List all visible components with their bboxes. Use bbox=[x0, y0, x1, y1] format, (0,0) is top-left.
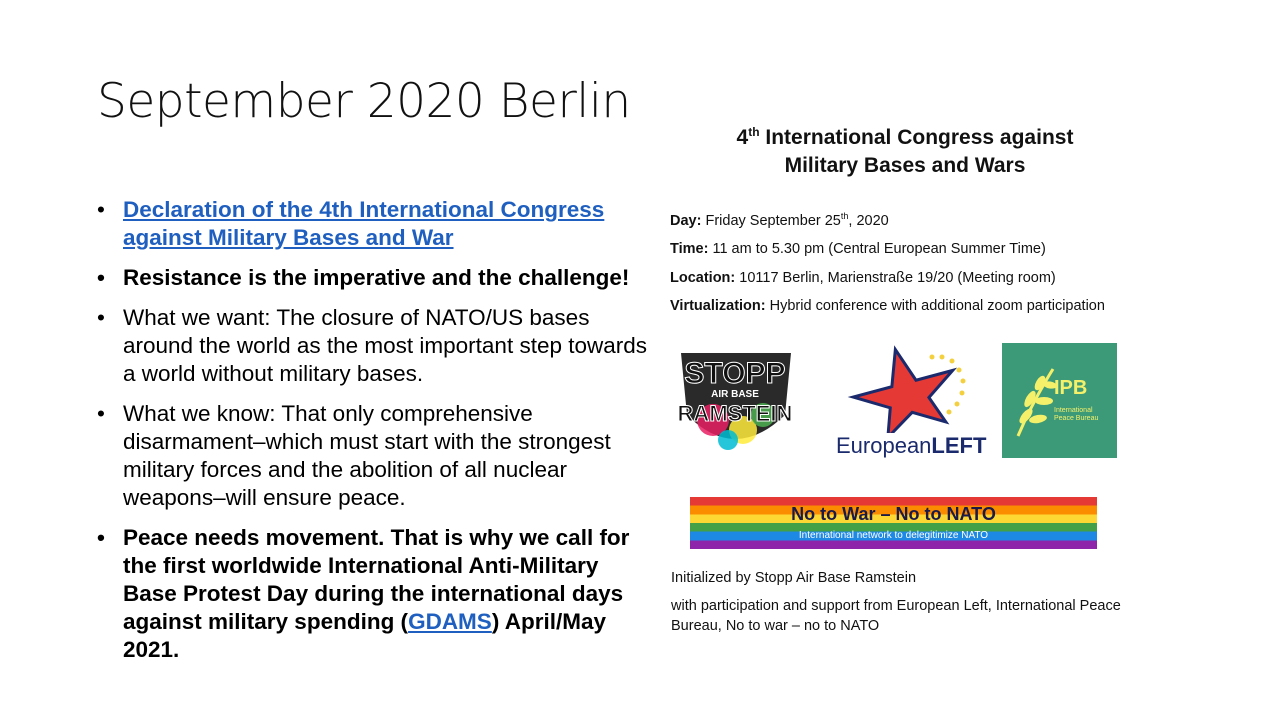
stopp-text-2: AIR BASE bbox=[711, 389, 759, 400]
el-text-bold: LEFT bbox=[931, 433, 987, 458]
declaration-link[interactable]: Declaration of the 4th International Congress against Military Bases and War bbox=[123, 197, 605, 250]
title-number: 4 bbox=[736, 126, 749, 149]
bullet-what-we-know bbox=[97, 400, 657, 512]
slide-title: September 2020 Berlin bbox=[97, 74, 631, 129]
info-location bbox=[670, 264, 1270, 293]
gdams-link[interactable]: GDAMS bbox=[408, 609, 492, 634]
initialized-by: Initialized by Stopp Air Base Ramstein bbox=[671, 570, 917, 586]
title-line1: International Congress against bbox=[759, 126, 1074, 149]
day-label: Day: bbox=[670, 212, 702, 229]
stopp-text-3: RAMSTEIN bbox=[677, 401, 793, 426]
bullet-text: ) April/May 2021. bbox=[123, 609, 606, 662]
stopp-text-1: STOPP bbox=[684, 357, 786, 390]
bullet-text: What we want: The closure of NATO/US bases around the world as the most important step towards a world without military bases. bbox=[123, 305, 648, 386]
bullet-peace-movement bbox=[97, 524, 657, 664]
location-label: Location: bbox=[670, 269, 736, 286]
virt-value: Hybrid conference with additional zoom participation bbox=[765, 298, 1105, 315]
bullet-list bbox=[97, 196, 657, 676]
time-value: 11 am to 5.30 pm (Central European Summer Time) bbox=[708, 241, 1046, 258]
info-time bbox=[670, 235, 1270, 264]
info-day bbox=[670, 202, 1270, 235]
initiators-text bbox=[671, 568, 1141, 644]
info-virtualization bbox=[670, 292, 1270, 321]
olive-branch-icon bbox=[1008, 361, 1058, 441]
location-value: 10117 Berlin, Marienstraße 19/20 (Meeting room) bbox=[735, 269, 1056, 286]
ipb-name: IPB bbox=[1054, 377, 1088, 399]
bullet-resistance bbox=[97, 264, 657, 292]
time-label: Time: bbox=[670, 241, 709, 258]
ipb-subtitle bbox=[1054, 407, 1098, 423]
congress-info bbox=[670, 202, 1270, 321]
bullet-dot: • bbox=[97, 265, 105, 290]
bullet-text: Resistance is the imperative and the challenge! bbox=[123, 265, 630, 290]
bullet-dot: • bbox=[97, 197, 105, 222]
bullet-what-we-want bbox=[97, 304, 657, 388]
ipb-logo bbox=[1002, 343, 1117, 458]
day-year: , 2020 bbox=[848, 212, 889, 229]
european-left-text bbox=[836, 433, 986, 459]
day-value: Friday September 25 bbox=[701, 212, 841, 229]
stopp-ramstein-logo bbox=[673, 345, 798, 463]
bullet-text: Peace needs movement. That is why we call for the first worldwide International Anti-Military Base Protest Day during the international days against military spending ( bbox=[123, 525, 630, 634]
banner-title: No to War – No to NATO bbox=[791, 504, 996, 524]
virt-label: Virtualization: bbox=[670, 298, 766, 315]
red-star-icon bbox=[832, 343, 982, 433]
participation-support: with participation and support from European Left, International Peace Bureau, No to war – no to NATO bbox=[671, 598, 1121, 634]
congress-title bbox=[670, 118, 1140, 180]
title-line2: Military Bases and Wars bbox=[784, 154, 1026, 177]
congress-flyer bbox=[670, 118, 1270, 321]
ipb-sub-1: International bbox=[1054, 407, 1093, 414]
bullet-text: What we know: That only comprehensive disarmament–which must start with the strongest military forces and the abolition of all nuclear weapons–will ensure peace. bbox=[123, 401, 611, 510]
day-sup: th bbox=[840, 211, 849, 221]
bullet-dot: • bbox=[97, 401, 105, 426]
title-sup: th bbox=[748, 125, 760, 139]
el-text-light: European bbox=[836, 433, 932, 458]
bullet-dot: • bbox=[97, 305, 105, 330]
european-left-logo bbox=[832, 343, 987, 461]
bullet-dot: • bbox=[97, 525, 105, 550]
banner-subtitle: International network to delegitimize NATO bbox=[798, 530, 989, 541]
bullet-declaration bbox=[97, 196, 657, 252]
ipb-sub-2: Peace Bureau bbox=[1054, 415, 1099, 422]
no-to-war-banner bbox=[690, 497, 1097, 549]
